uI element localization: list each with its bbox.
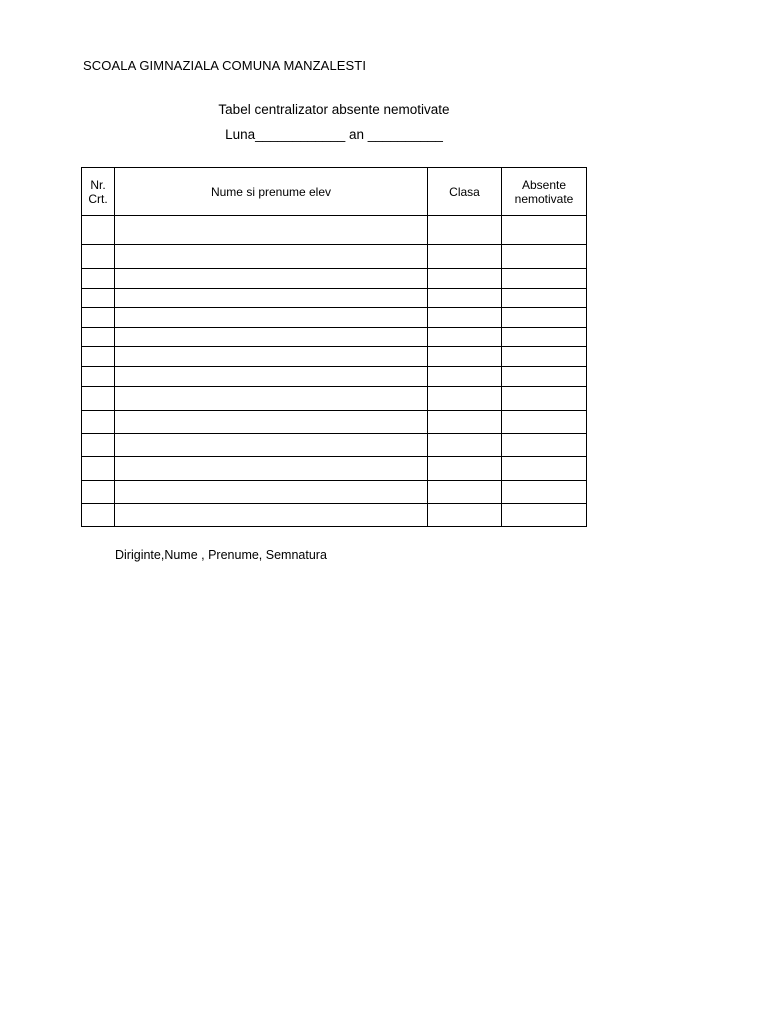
table-row — [82, 289, 587, 308]
table-cell — [115, 367, 428, 387]
table-cell — [502, 387, 587, 411]
document-title: Tabel centralizator absente nemotivate — [218, 102, 450, 117]
table-row — [82, 328, 587, 347]
table-cell — [82, 387, 115, 411]
table-cell — [115, 387, 428, 411]
table-cell — [502, 328, 587, 347]
table-cell — [115, 457, 428, 481]
table-cell — [115, 328, 428, 347]
table-cell — [428, 216, 502, 245]
table-cell — [502, 457, 587, 481]
table-cell — [428, 434, 502, 457]
period-line: Luna____________ an __________ — [225, 127, 443, 142]
table-cell — [82, 367, 115, 387]
table-cell — [115, 308, 428, 328]
table-cell — [82, 328, 115, 347]
column-header-nr: Nr. Crt. — [82, 168, 115, 216]
table-row — [82, 245, 587, 269]
table-cell — [115, 269, 428, 289]
table-cell — [82, 504, 115, 527]
table-cell — [82, 347, 115, 367]
table-cell — [428, 328, 502, 347]
table-cell — [428, 245, 502, 269]
table-cell — [502, 245, 587, 269]
table-cell — [428, 457, 502, 481]
table-cell — [502, 308, 587, 328]
column-header-absences: Absente nemotivate — [502, 168, 587, 216]
table-cell — [428, 367, 502, 387]
table-cell — [428, 308, 502, 328]
table-cell — [502, 411, 587, 434]
table-cell — [428, 269, 502, 289]
table-header-row — [82, 168, 587, 216]
table-cell — [82, 289, 115, 308]
school-name: SCOALA GIMNAZIALA COMUNA MANZALESTI — [83, 58, 367, 73]
table-cell — [428, 411, 502, 434]
table-cell — [82, 434, 115, 457]
table-row — [82, 434, 587, 457]
table-cell — [428, 387, 502, 411]
table-cell — [502, 269, 587, 289]
column-header-class: Clasa — [428, 168, 502, 216]
table-cell — [82, 411, 115, 434]
table-row — [82, 481, 587, 504]
signature-line: Diriginte,Nume , Prenume, Semnatura — [115, 548, 327, 562]
table-cell — [428, 481, 502, 504]
table-cell — [115, 434, 428, 457]
table-cell — [115, 289, 428, 308]
table-cell — [502, 367, 587, 387]
table-cell — [82, 308, 115, 328]
table-cell — [428, 504, 502, 527]
table-cell — [502, 481, 587, 504]
table-cell — [115, 481, 428, 504]
table-cell — [115, 347, 428, 367]
table-cell — [115, 245, 428, 269]
table-cell — [82, 457, 115, 481]
column-header-name: Nume si prenume elev — [115, 168, 428, 216]
table-row — [82, 504, 587, 527]
table-cell — [82, 216, 115, 245]
table-cell — [428, 289, 502, 308]
table-cell — [502, 434, 587, 457]
table-row — [82, 347, 587, 367]
table-cell — [115, 216, 428, 245]
table-row — [82, 387, 587, 411]
table-row — [82, 367, 587, 387]
table-cell — [82, 245, 115, 269]
absences-table — [81, 167, 587, 527]
table-cell — [502, 289, 587, 308]
table-row — [82, 457, 587, 481]
table-cell — [82, 269, 115, 289]
table-cell — [115, 411, 428, 434]
table-cell — [502, 216, 587, 245]
table-cell — [115, 504, 428, 527]
table-cell — [428, 347, 502, 367]
table-row — [82, 308, 587, 328]
table-cell — [502, 504, 587, 527]
table-row — [82, 216, 587, 245]
table-row — [82, 269, 587, 289]
table-row — [82, 411, 587, 434]
table-cell — [502, 347, 587, 367]
table-cell — [82, 481, 115, 504]
